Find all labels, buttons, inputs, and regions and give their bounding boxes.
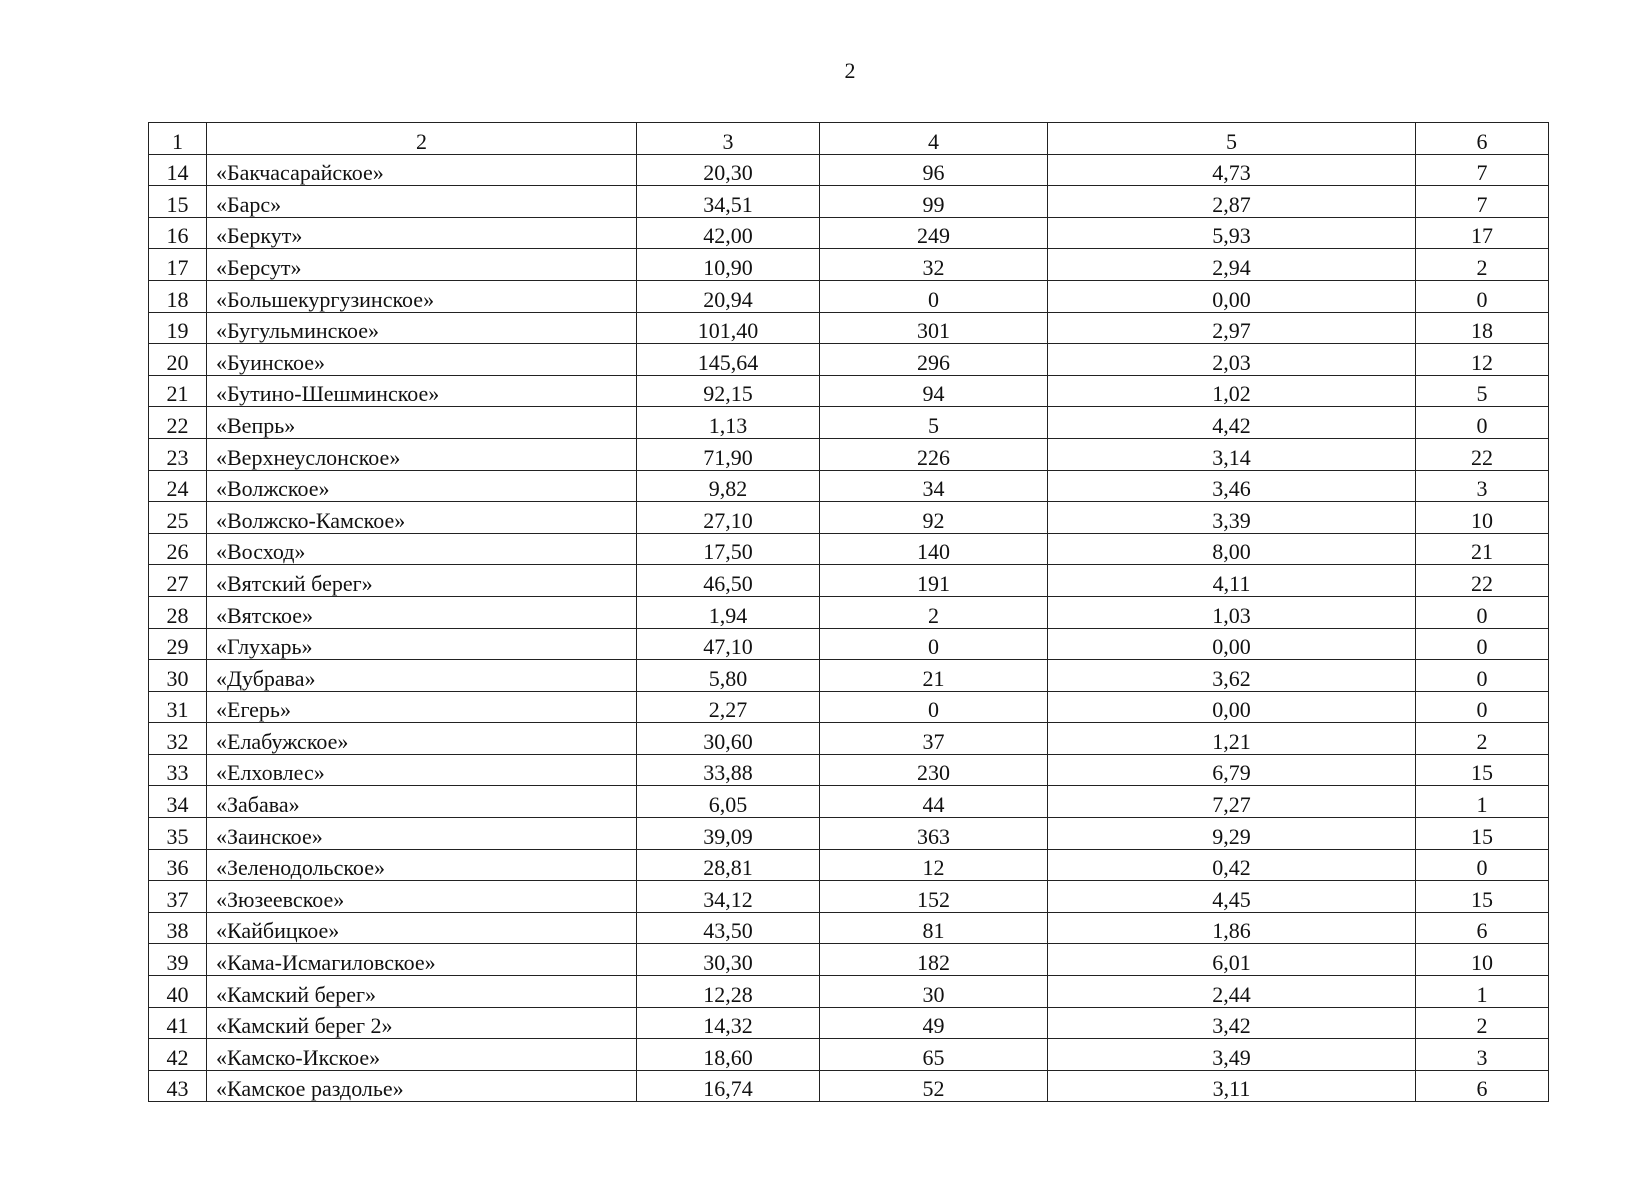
value-cell-6: 7 xyxy=(1416,154,1549,186)
value-cell-4: 81 xyxy=(820,912,1048,944)
value-cell-6: 12 xyxy=(1416,344,1549,376)
value-cell-4: 52 xyxy=(820,1070,1048,1102)
value-cell-4: 30 xyxy=(820,976,1048,1008)
value-cell-4: 0 xyxy=(820,628,1048,660)
row-number-cell: 19 xyxy=(149,312,207,344)
header-cell-4: 4 xyxy=(820,123,1048,155)
table-row xyxy=(149,849,1549,881)
value-cell-3: 101,40 xyxy=(637,312,820,344)
value-cell-6: 17 xyxy=(1416,217,1549,249)
table-row xyxy=(149,565,1549,597)
row-number-cell: 35 xyxy=(149,818,207,850)
value-cell-6: 2 xyxy=(1416,249,1549,281)
value-cell-4: 12 xyxy=(820,849,1048,881)
value-cell-3: 34,12 xyxy=(637,881,820,913)
value-cell-3: 20,30 xyxy=(637,154,820,186)
value-cell-3: 6,05 xyxy=(637,786,820,818)
value-cell-5: 3,39 xyxy=(1048,502,1416,534)
name-cell: «Бакчасарайское» xyxy=(207,154,637,186)
value-cell-4: 5 xyxy=(820,407,1048,439)
name-cell: «Егерь» xyxy=(207,691,637,723)
header-cell-5: 5 xyxy=(1048,123,1416,155)
value-cell-5: 4,42 xyxy=(1048,407,1416,439)
value-cell-3: 20,94 xyxy=(637,280,820,312)
name-cell: «Бугульминское» xyxy=(207,312,637,344)
name-cell: «Камско-Икское» xyxy=(207,1039,637,1071)
table-row xyxy=(149,312,1549,344)
value-cell-4: 249 xyxy=(820,217,1048,249)
value-cell-6: 0 xyxy=(1416,596,1549,628)
value-cell-5: 2,44 xyxy=(1048,976,1416,1008)
value-cell-3: 27,10 xyxy=(637,502,820,534)
row-number-cell: 39 xyxy=(149,944,207,976)
value-cell-3: 5,80 xyxy=(637,660,820,692)
value-cell-5: 4,45 xyxy=(1048,881,1416,913)
value-cell-4: 182 xyxy=(820,944,1048,976)
value-cell-3: 1,13 xyxy=(637,407,820,439)
name-cell: «Вепрь» xyxy=(207,407,637,439)
name-cell: «Камское раздолье» xyxy=(207,1070,637,1102)
value-cell-6: 0 xyxy=(1416,628,1549,660)
header-cell-1: 1 xyxy=(149,123,207,155)
header-cell-6: 6 xyxy=(1416,123,1549,155)
value-cell-5: 2,94 xyxy=(1048,249,1416,281)
value-cell-6: 0 xyxy=(1416,849,1549,881)
value-cell-3: 14,32 xyxy=(637,1007,820,1039)
value-cell-3: 33,88 xyxy=(637,754,820,786)
value-cell-6: 1 xyxy=(1416,976,1549,1008)
value-cell-3: 10,90 xyxy=(637,249,820,281)
name-cell: «Вятский берег» xyxy=(207,565,637,597)
value-cell-4: 152 xyxy=(820,881,1048,913)
value-cell-4: 99 xyxy=(820,186,1048,218)
name-cell: «Елабужское» xyxy=(207,723,637,755)
value-cell-3: 30,30 xyxy=(637,944,820,976)
value-cell-6: 2 xyxy=(1416,723,1549,755)
name-cell: «Восход» xyxy=(207,533,637,565)
value-cell-5: 0,00 xyxy=(1048,628,1416,660)
row-number-cell: 24 xyxy=(149,470,207,502)
value-cell-5: 3,46 xyxy=(1048,470,1416,502)
value-cell-5: 2,87 xyxy=(1048,186,1416,218)
value-cell-3: 30,60 xyxy=(637,723,820,755)
name-cell: «Вятское» xyxy=(207,596,637,628)
value-cell-6: 3 xyxy=(1416,470,1549,502)
name-cell: «Камский берег 2» xyxy=(207,1007,637,1039)
value-cell-6: 1 xyxy=(1416,786,1549,818)
value-cell-4: 2 xyxy=(820,596,1048,628)
table-row xyxy=(149,186,1549,218)
value-cell-4: 44 xyxy=(820,786,1048,818)
row-number-cell: 16 xyxy=(149,217,207,249)
value-cell-4: 140 xyxy=(820,533,1048,565)
value-cell-3: 39,09 xyxy=(637,818,820,850)
value-cell-5: 4,11 xyxy=(1048,565,1416,597)
row-number-cell: 38 xyxy=(149,912,207,944)
value-cell-4: 0 xyxy=(820,280,1048,312)
name-cell: «Зюзеевское» xyxy=(207,881,637,913)
row-number-cell: 34 xyxy=(149,786,207,818)
name-cell: «Елховлес» xyxy=(207,754,637,786)
value-cell-6: 2 xyxy=(1416,1007,1549,1039)
row-number-cell: 32 xyxy=(149,723,207,755)
row-number-cell: 18 xyxy=(149,280,207,312)
value-cell-3: 71,90 xyxy=(637,438,820,470)
value-cell-5: 9,29 xyxy=(1048,818,1416,850)
value-cell-5: 1,03 xyxy=(1048,596,1416,628)
value-cell-3: 1,94 xyxy=(637,596,820,628)
header-cell-3: 3 xyxy=(637,123,820,155)
name-cell: «Глухарь» xyxy=(207,628,637,660)
value-cell-5: 2,03 xyxy=(1048,344,1416,376)
row-number-cell: 40 xyxy=(149,976,207,1008)
name-cell: «Бутино-Шешминское» xyxy=(207,375,637,407)
value-cell-4: 363 xyxy=(820,818,1048,850)
value-cell-4: 226 xyxy=(820,438,1048,470)
value-cell-4: 296 xyxy=(820,344,1048,376)
value-cell-3: 17,50 xyxy=(637,533,820,565)
value-cell-5: 2,97 xyxy=(1048,312,1416,344)
value-cell-6: 0 xyxy=(1416,691,1549,723)
table-row xyxy=(149,912,1549,944)
table-row xyxy=(149,691,1549,723)
value-cell-4: 301 xyxy=(820,312,1048,344)
value-cell-3: 92,15 xyxy=(637,375,820,407)
table-row xyxy=(149,470,1549,502)
value-cell-5: 3,14 xyxy=(1048,438,1416,470)
value-cell-6: 15 xyxy=(1416,881,1549,913)
value-cell-5: 7,27 xyxy=(1048,786,1416,818)
table-header-row xyxy=(149,123,1549,155)
name-cell: «Волжско-Камское» xyxy=(207,502,637,534)
row-number-cell: 23 xyxy=(149,438,207,470)
value-cell-6: 10 xyxy=(1416,502,1549,534)
value-cell-3: 18,60 xyxy=(637,1039,820,1071)
name-cell: «Дубрава» xyxy=(207,660,637,692)
row-number-cell: 42 xyxy=(149,1039,207,1071)
value-cell-6: 22 xyxy=(1416,438,1549,470)
table-row xyxy=(149,754,1549,786)
table-row xyxy=(149,723,1549,755)
value-cell-5: 0,00 xyxy=(1048,280,1416,312)
table-row xyxy=(149,407,1549,439)
row-number-cell: 14 xyxy=(149,154,207,186)
row-number-cell: 33 xyxy=(149,754,207,786)
value-cell-3: 28,81 xyxy=(637,849,820,881)
value-cell-4: 0 xyxy=(820,691,1048,723)
table-row xyxy=(149,786,1549,818)
value-cell-5: 5,93 xyxy=(1048,217,1416,249)
name-cell: «Заинское» xyxy=(207,818,637,850)
row-number-cell: 25 xyxy=(149,502,207,534)
value-cell-4: 37 xyxy=(820,723,1048,755)
table-body xyxy=(149,123,1549,1102)
table-row xyxy=(149,881,1549,913)
value-cell-6: 7 xyxy=(1416,186,1549,218)
table-row xyxy=(149,1039,1549,1071)
value-cell-3: 43,50 xyxy=(637,912,820,944)
name-cell: «Большекургузинское» xyxy=(207,280,637,312)
row-number-cell: 21 xyxy=(149,375,207,407)
value-cell-6: 5 xyxy=(1416,375,1549,407)
value-cell-5: 1,21 xyxy=(1048,723,1416,755)
name-cell: «Камский берег» xyxy=(207,976,637,1008)
name-cell: «Кайбицкое» xyxy=(207,912,637,944)
name-cell: «Волжское» xyxy=(207,470,637,502)
row-number-cell: 30 xyxy=(149,660,207,692)
value-cell-5: 6,01 xyxy=(1048,944,1416,976)
value-cell-3: 145,64 xyxy=(637,344,820,376)
table-row xyxy=(149,944,1549,976)
value-cell-5: 6,79 xyxy=(1048,754,1416,786)
value-cell-3: 47,10 xyxy=(637,628,820,660)
value-cell-6: 22 xyxy=(1416,565,1549,597)
row-number-cell: 27 xyxy=(149,565,207,597)
table-row xyxy=(149,217,1549,249)
value-cell-4: 65 xyxy=(820,1039,1048,1071)
value-cell-3: 46,50 xyxy=(637,565,820,597)
name-cell: «Верхнеуслонское» xyxy=(207,438,637,470)
name-cell: «Берсут» xyxy=(207,249,637,281)
row-number-cell: 15 xyxy=(149,186,207,218)
table-row xyxy=(149,818,1549,850)
value-cell-4: 49 xyxy=(820,1007,1048,1039)
value-cell-6: 18 xyxy=(1416,312,1549,344)
value-cell-5: 0,00 xyxy=(1048,691,1416,723)
value-cell-5: 3,42 xyxy=(1048,1007,1416,1039)
value-cell-3: 9,82 xyxy=(637,470,820,502)
value-cell-3: 16,74 xyxy=(637,1070,820,1102)
table-row xyxy=(149,154,1549,186)
name-cell: «Зеленодольское» xyxy=(207,849,637,881)
header-cell-2: 2 xyxy=(207,123,637,155)
value-cell-5: 3,62 xyxy=(1048,660,1416,692)
table-row xyxy=(149,1007,1549,1039)
value-cell-3: 2,27 xyxy=(637,691,820,723)
row-number-cell: 43 xyxy=(149,1070,207,1102)
table-row xyxy=(149,533,1549,565)
row-number-cell: 26 xyxy=(149,533,207,565)
table-row xyxy=(149,660,1549,692)
row-number-cell: 41 xyxy=(149,1007,207,1039)
value-cell-6: 10 xyxy=(1416,944,1549,976)
value-cell-4: 32 xyxy=(820,249,1048,281)
table-row xyxy=(149,344,1549,376)
name-cell: «Кама-Исмагиловское» xyxy=(207,944,637,976)
value-cell-5: 3,49 xyxy=(1048,1039,1416,1071)
row-number-cell: 36 xyxy=(149,849,207,881)
row-number-cell: 17 xyxy=(149,249,207,281)
table-row xyxy=(149,249,1549,281)
value-cell-6: 6 xyxy=(1416,1070,1549,1102)
value-cell-6: 21 xyxy=(1416,533,1549,565)
name-cell: «Беркут» xyxy=(207,217,637,249)
value-cell-6: 0 xyxy=(1416,660,1549,692)
name-cell: «Барс» xyxy=(207,186,637,218)
value-cell-3: 12,28 xyxy=(637,976,820,1008)
table-row xyxy=(149,976,1549,1008)
value-cell-4: 21 xyxy=(820,660,1048,692)
value-cell-4: 34 xyxy=(820,470,1048,502)
value-cell-6: 0 xyxy=(1416,407,1549,439)
value-cell-5: 3,11 xyxy=(1048,1070,1416,1102)
value-cell-5: 1,02 xyxy=(1048,375,1416,407)
value-cell-4: 92 xyxy=(820,502,1048,534)
name-cell: «Забава» xyxy=(207,786,637,818)
row-number-cell: 28 xyxy=(149,596,207,628)
row-number-cell: 20 xyxy=(149,344,207,376)
value-cell-5: 1,86 xyxy=(1048,912,1416,944)
row-number-cell: 29 xyxy=(149,628,207,660)
table-row xyxy=(149,280,1549,312)
table-row xyxy=(149,502,1549,534)
page-number: 2 xyxy=(844,58,856,83)
value-cell-6: 15 xyxy=(1416,754,1549,786)
value-cell-4: 230 xyxy=(820,754,1048,786)
value-cell-3: 34,51 xyxy=(637,186,820,218)
table-row xyxy=(149,596,1549,628)
value-cell-4: 94 xyxy=(820,375,1048,407)
value-cell-5: 8,00 xyxy=(1048,533,1416,565)
value-cell-6: 15 xyxy=(1416,818,1549,850)
value-cell-6: 3 xyxy=(1416,1039,1549,1071)
row-number-cell: 31 xyxy=(149,691,207,723)
row-number-cell: 37 xyxy=(149,881,207,913)
value-cell-4: 96 xyxy=(820,154,1048,186)
value-cell-3: 42,00 xyxy=(637,217,820,249)
value-cell-6: 0 xyxy=(1416,280,1549,312)
value-cell-5: 4,73 xyxy=(1048,154,1416,186)
value-cell-4: 191 xyxy=(820,565,1048,597)
value-cell-6: 6 xyxy=(1416,912,1549,944)
name-cell: «Буинское» xyxy=(207,344,637,376)
value-cell-5: 0,42 xyxy=(1048,849,1416,881)
table-row xyxy=(149,628,1549,660)
data-table xyxy=(148,122,1549,1102)
table-row xyxy=(149,1070,1549,1102)
table-row xyxy=(149,438,1549,470)
row-number-cell: 22 xyxy=(149,407,207,439)
table-row xyxy=(149,375,1549,407)
